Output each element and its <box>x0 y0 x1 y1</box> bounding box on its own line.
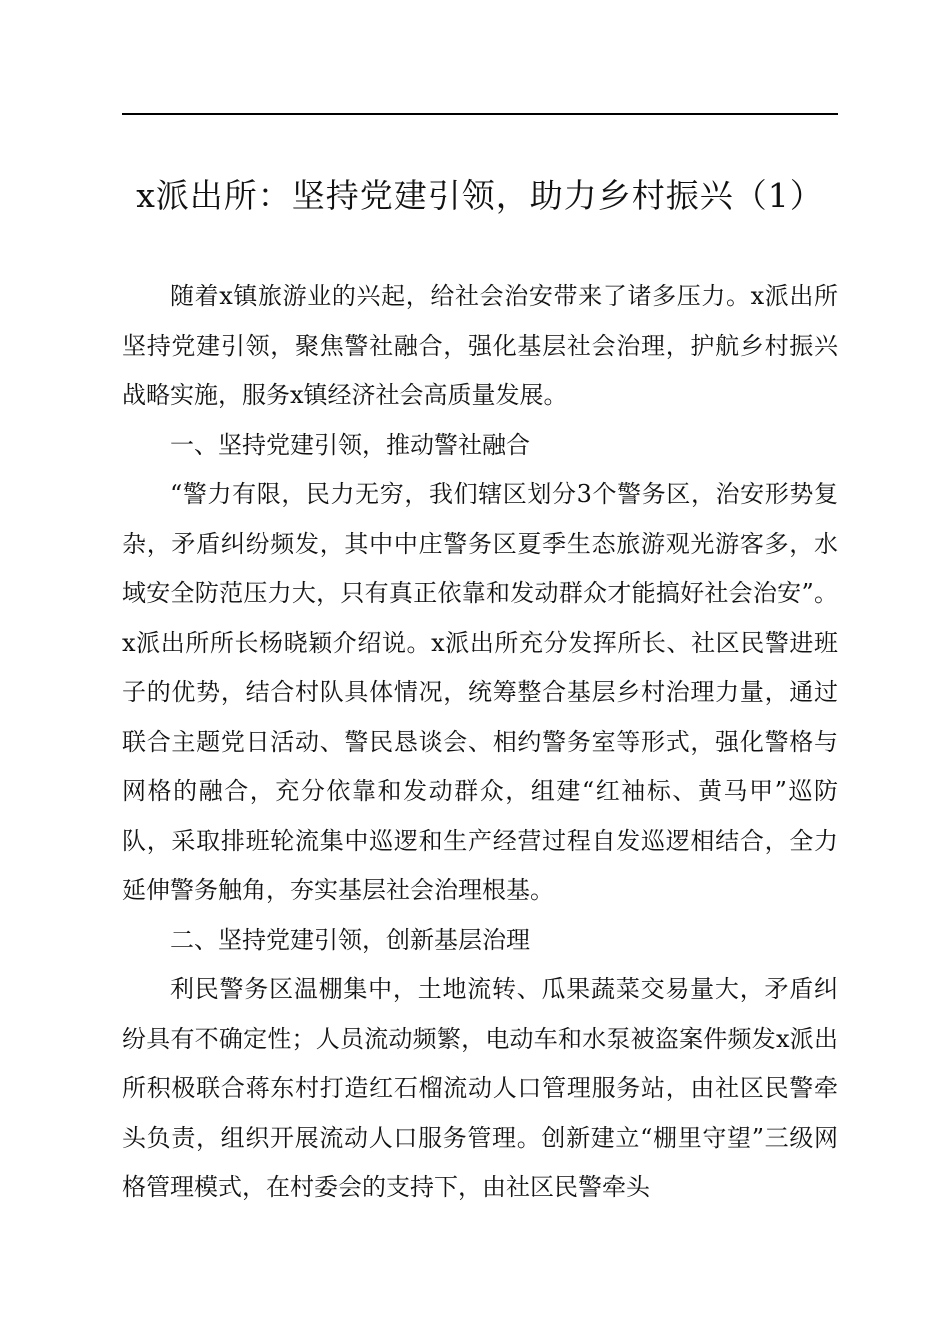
intro-paragraph: 随着x镇旅游业的兴起，给社会治安带来了诸多压力。x派出所坚持党建引领，聚焦警社融合，强化基层社会治理，护航乡村振兴战略实施，服务x镇经济社会高质量发展。 <box>122 282 838 409</box>
section-1-paragraph: “警力有限，民力无穷，我们辖区划分3个警务区，治安形势复杂，矛盾纠纷频发，其中中庄警务区夏季生态旅游观光游客多，水域安全防范压力大，只有真正依靠和发动群众才能搞好社会治安”。x派出所所长杨晓颖介绍说。x派出所充分发挥所长、社区民警进班子的优势，结合村队具体情况，统筹整合基层乡村治理力量，通过联合主题党日活动、警民恳谈会、相约警务室等形式，强化警格与网格的融合，充分依靠和发动群众，组建“红袖标、黄马甲”巡防队，采取排班轮流集中巡逻和生产经营过程自发巡逻相结合，全力延伸警务触角，夯实基层社会治理根基。 <box>122 480 838 904</box>
document-title: x派出所：坚持党建引领，助力乡村振兴（1） <box>136 176 824 215</box>
header-rule <box>122 113 838 115</box>
section-2-paragraph: 利民警务区温棚集中，土地流转、瓜果蔬菜交易量大，矛盾纠纷具有不确定性；人员流动频繁，电动车和水泵被盗案件频发x派出所积极联合蒋东村打造红石榴流动人口管理服务站，由社区民警牵头负责，组织开展流动人口服务管理。创新建立“棚里守望”三级网格管理模式，在村委会的支持下，由社区民警牵头 <box>122 975 838 1201</box>
section-2-heading: 二、坚持党建引领，创新基层治理 <box>170 925 530 954</box>
section-1-heading: 一、坚持党建引领，推动警社融合 <box>170 430 530 459</box>
document-body <box>122 272 838 1213</box>
